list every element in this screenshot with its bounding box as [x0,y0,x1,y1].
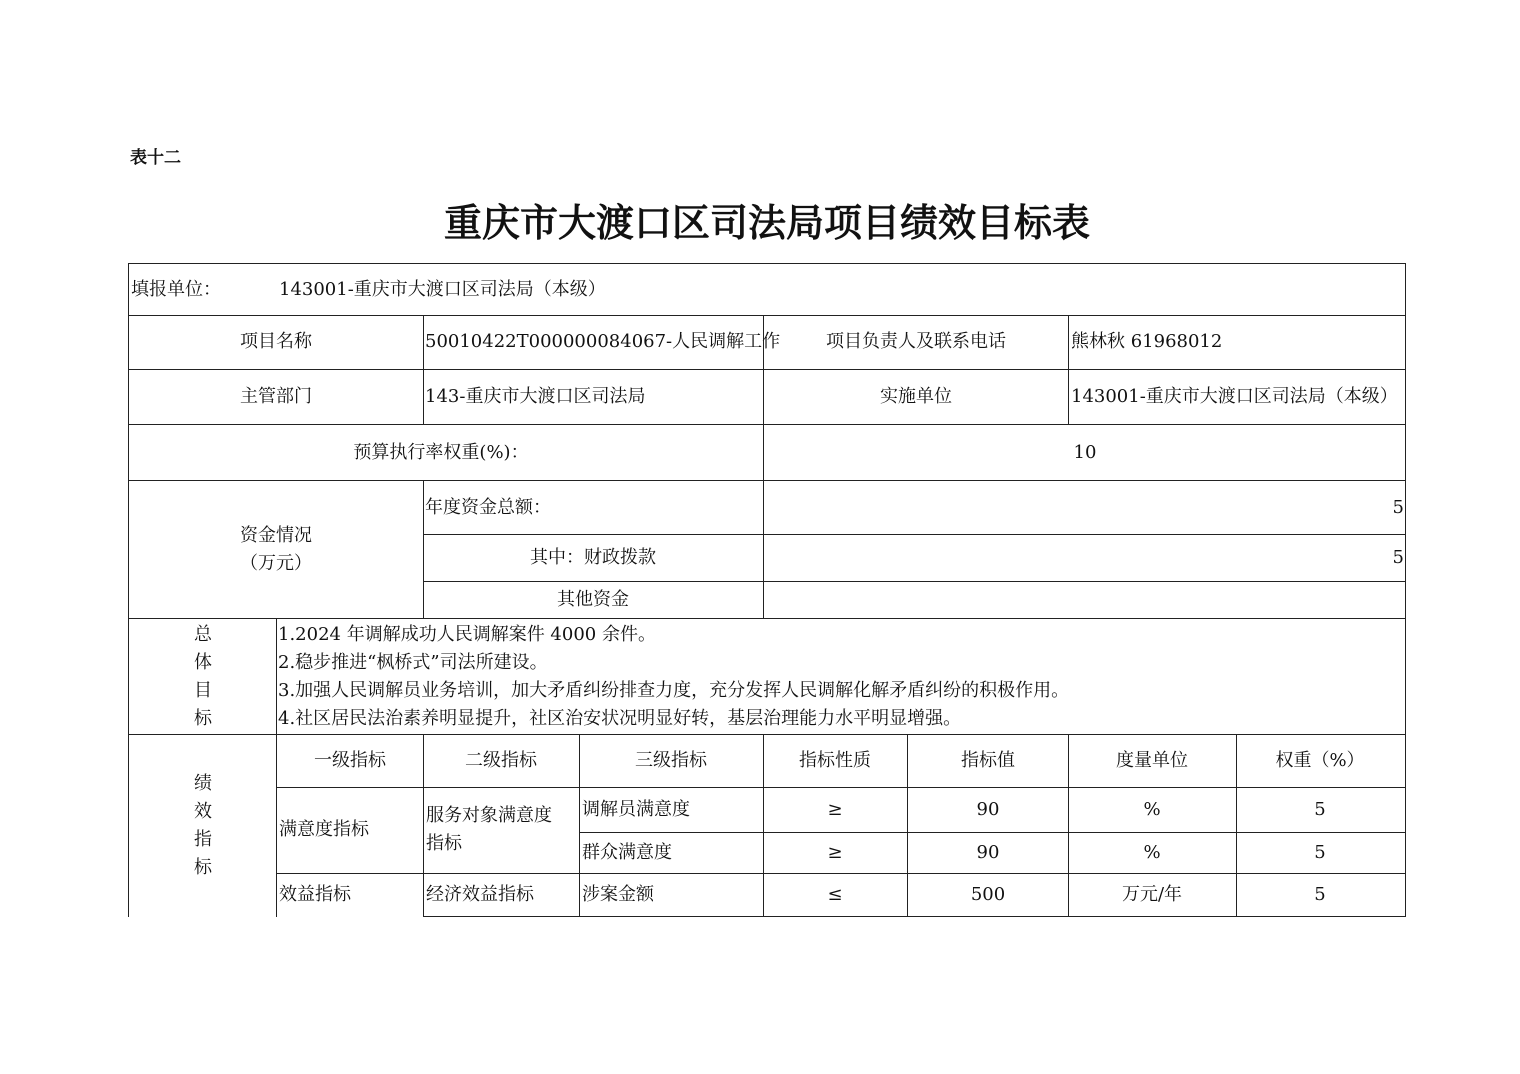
page-title: 重庆市大渡口区司法局项目绩效目标表 [443,200,1090,245]
level2-service-line2: 指标 [426,833,462,854]
project-leader-value: 熊林秋 61968012 [1071,331,1223,352]
value-cell: 500 [970,884,1006,905]
nature-cell: ≥ [827,842,843,863]
overall-label-char: 目 [194,680,212,701]
nature-cell: ≤ [827,884,843,905]
funds-label-line1: 资金情况 [240,525,312,546]
budget-rate-value: 10 [1073,442,1097,463]
overall-goal-line: 4.社区居民法治素养明显提升，社区治安状况明显好转，基层治理能力水平明显增强。 [278,708,962,729]
fiscal-label: 其中：财政拨款 [530,547,656,568]
level1-satisfaction: 满意度指标 [279,819,369,840]
other-funds-label: 其他资金 [557,589,629,610]
project-name-label: 项目名称 [240,331,312,352]
filler-value: 143001-重庆市大渡口区司法局（本级） [279,279,606,300]
overall-goal-line: 1.2024 年调解成功人民调解案件 4000 余件。 [278,624,656,645]
col-header-nature: 指标性质 [799,750,871,771]
indicator-label-char: 绩 [194,773,212,794]
impl-value: 143001-重庆市大渡口区司法局（本级） [1071,386,1398,407]
overall-label-char: 标 [194,708,212,729]
value-cell: 90 [976,799,1000,820]
unit-cell: % [1143,799,1161,820]
unit-cell: 万元/年 [1121,884,1183,905]
level3-cell: 群众满意度 [582,842,672,863]
overall-label-char: 总 [194,624,212,645]
annual-total-value: 5 [1392,497,1404,518]
project-leader-label: 项目负责人及联系电话 [826,331,1006,352]
col-header-value: 指标值 [961,750,1015,771]
col-header-level2: 二级指标 [465,750,537,771]
weight-cell: 5 [1314,842,1326,863]
level3-cell: 涉案金额 [582,884,654,905]
project-name-value: 50010422T000000084067-人民调解工作 [425,331,781,352]
dept-value: 143-重庆市大渡口区司法局 [425,386,646,407]
indicator-label-char: 指 [194,829,212,850]
fiscal-value: 5 [1392,547,1404,568]
indicator-label-char: 标 [194,857,212,878]
table-number: 表十二 [130,148,181,168]
level2-service-line1: 服务对象满意度 [426,805,552,826]
col-header-level1: 一级指标 [314,750,386,771]
budget-rate-label: 预算执行率权重(%)： [353,442,529,463]
unit-cell: % [1143,842,1161,863]
overall-goal-line: 3.加强人民调解员业务培训，加大矛盾纠纷排查力度，充分发挥人民调解化解矛盾纠纷的积极作用。 [278,680,1070,701]
weight-cell: 5 [1314,884,1326,905]
funds-label-line2: （万元） [240,553,312,574]
annual-total-label: 年度资金总额： [425,497,551,518]
level1-benefit: 效益指标 [279,884,351,905]
col-header-level3: 三级指标 [635,750,707,771]
overall-goal-line: 2.稳步推进“枫桥式”司法所建设。 [278,652,548,673]
dept-label: 主管部门 [240,386,312,407]
value-cell: 90 [976,842,1000,863]
level2-economic: 经济效益指标 [426,884,534,905]
weight-cell: 5 [1314,799,1326,820]
filler-label: 填报单位： [131,279,221,300]
nature-cell: ≥ [827,799,843,820]
impl-label: 实施单位 [880,386,952,407]
level3-cell: 调解员满意度 [582,799,690,820]
col-header-weight: 权重（%） [1275,750,1365,771]
indicator-label-char: 效 [194,801,212,822]
col-header-unit: 度量单位 [1116,750,1188,771]
overall-label-char: 体 [194,652,212,673]
